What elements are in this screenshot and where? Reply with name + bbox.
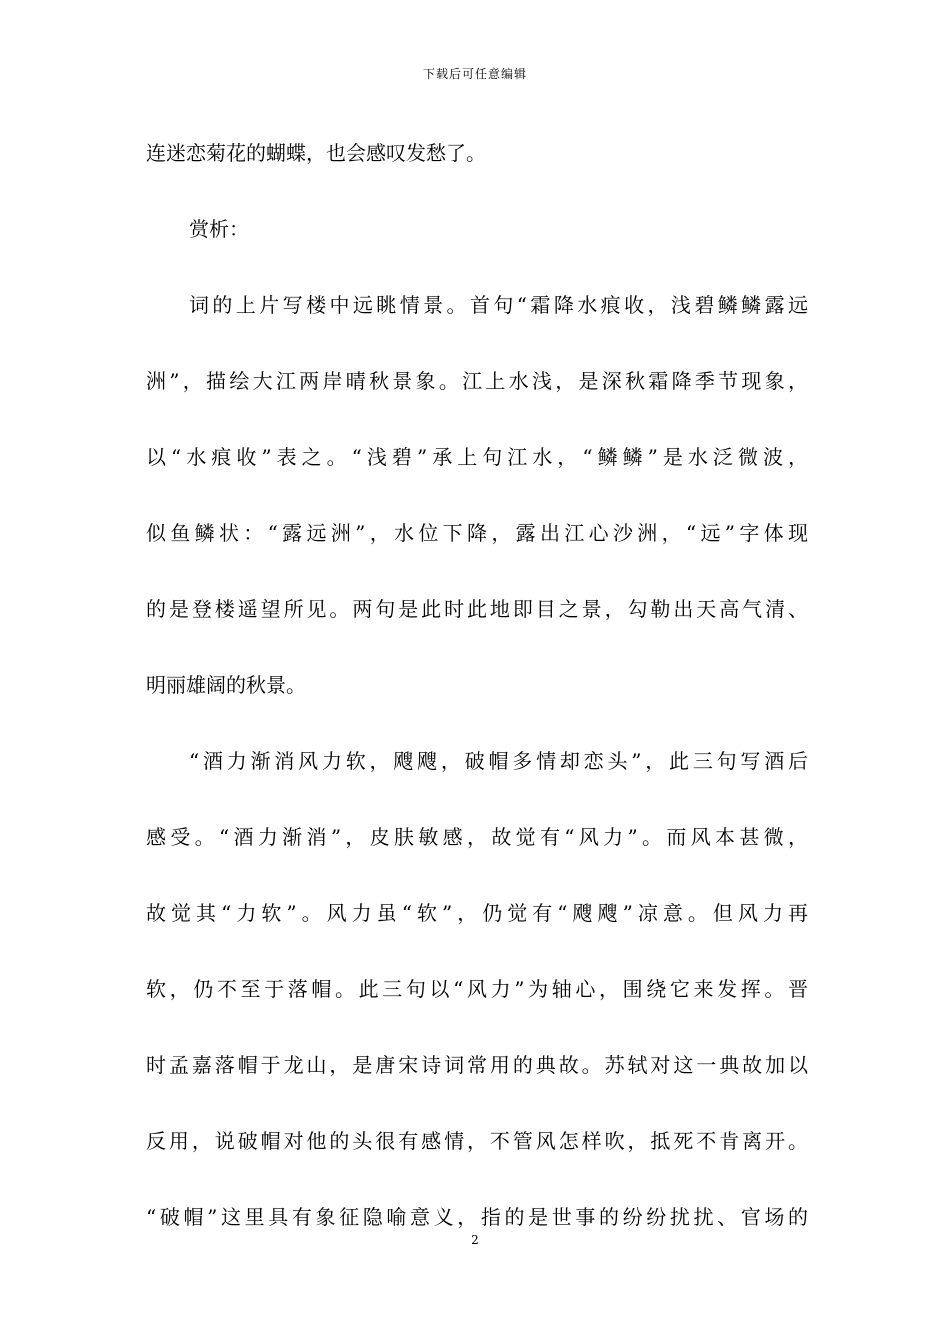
text-line: 软，仍不至于落帽。此三句以“风力”为轴心，围绕它来发挥。晋: [146, 977, 808, 1001]
text-line: 洲”，描绘大江两岸晴秋景象。江上水浅，是深秋霜降季节现象，: [146, 369, 808, 393]
body-text: [146, 124, 808, 1264]
text-line: 明丽雄阔的秋景。: [146, 673, 306, 697]
text-line: 连迷恋菊花的蝴蝶，也会感叹发愁了。: [146, 141, 486, 165]
page-header: 下载后可任意编辑: [422, 67, 527, 81]
text-line: 词的上片写楼中远眺情景。首句“霜降水痕收，浅碧鳞鳞露远: [189, 293, 808, 317]
text-line: 反用，说破帽对他的头很有感情，不管风怎样吹，抵死不肯离开。: [146, 1129, 808, 1153]
text-line: 的是登楼遥望所见。两句是此时此地即目之景，勾勒出天高气清、: [146, 597, 808, 621]
text-line: 时孟嘉落帽于龙山，是唐宋诗词常用的典故。苏轼对这一典故加以: [146, 1053, 808, 1077]
page-number: 2: [471, 1233, 479, 1247]
section-heading: 赏析：: [189, 217, 249, 241]
text-line: 似鱼鳞状：“露远洲”，水位下降，露出江心沙洲，“远”字体现: [146, 521, 808, 545]
text-line: 故觉其“力软”。风力虽“软”，仍觉有“飕飕”凉意。但风力再: [146, 901, 808, 925]
text-line: “酒力渐消风力软，飕飕，破帽多情却恋头”，此三句写酒后: [189, 749, 808, 773]
text-line: 感受。“酒力渐消”，皮肤敏感，故觉有“风力”。而风本甚微，: [146, 825, 808, 849]
text-line: “破帽”这里具有象征隐喻意义，指的是世事的纷纷扰扰、官场的: [146, 1205, 808, 1229]
text-line: 以“水痕收”表之。“浅碧”承上句江水，“鳞鳞”是水泛微波，: [146, 445, 808, 469]
